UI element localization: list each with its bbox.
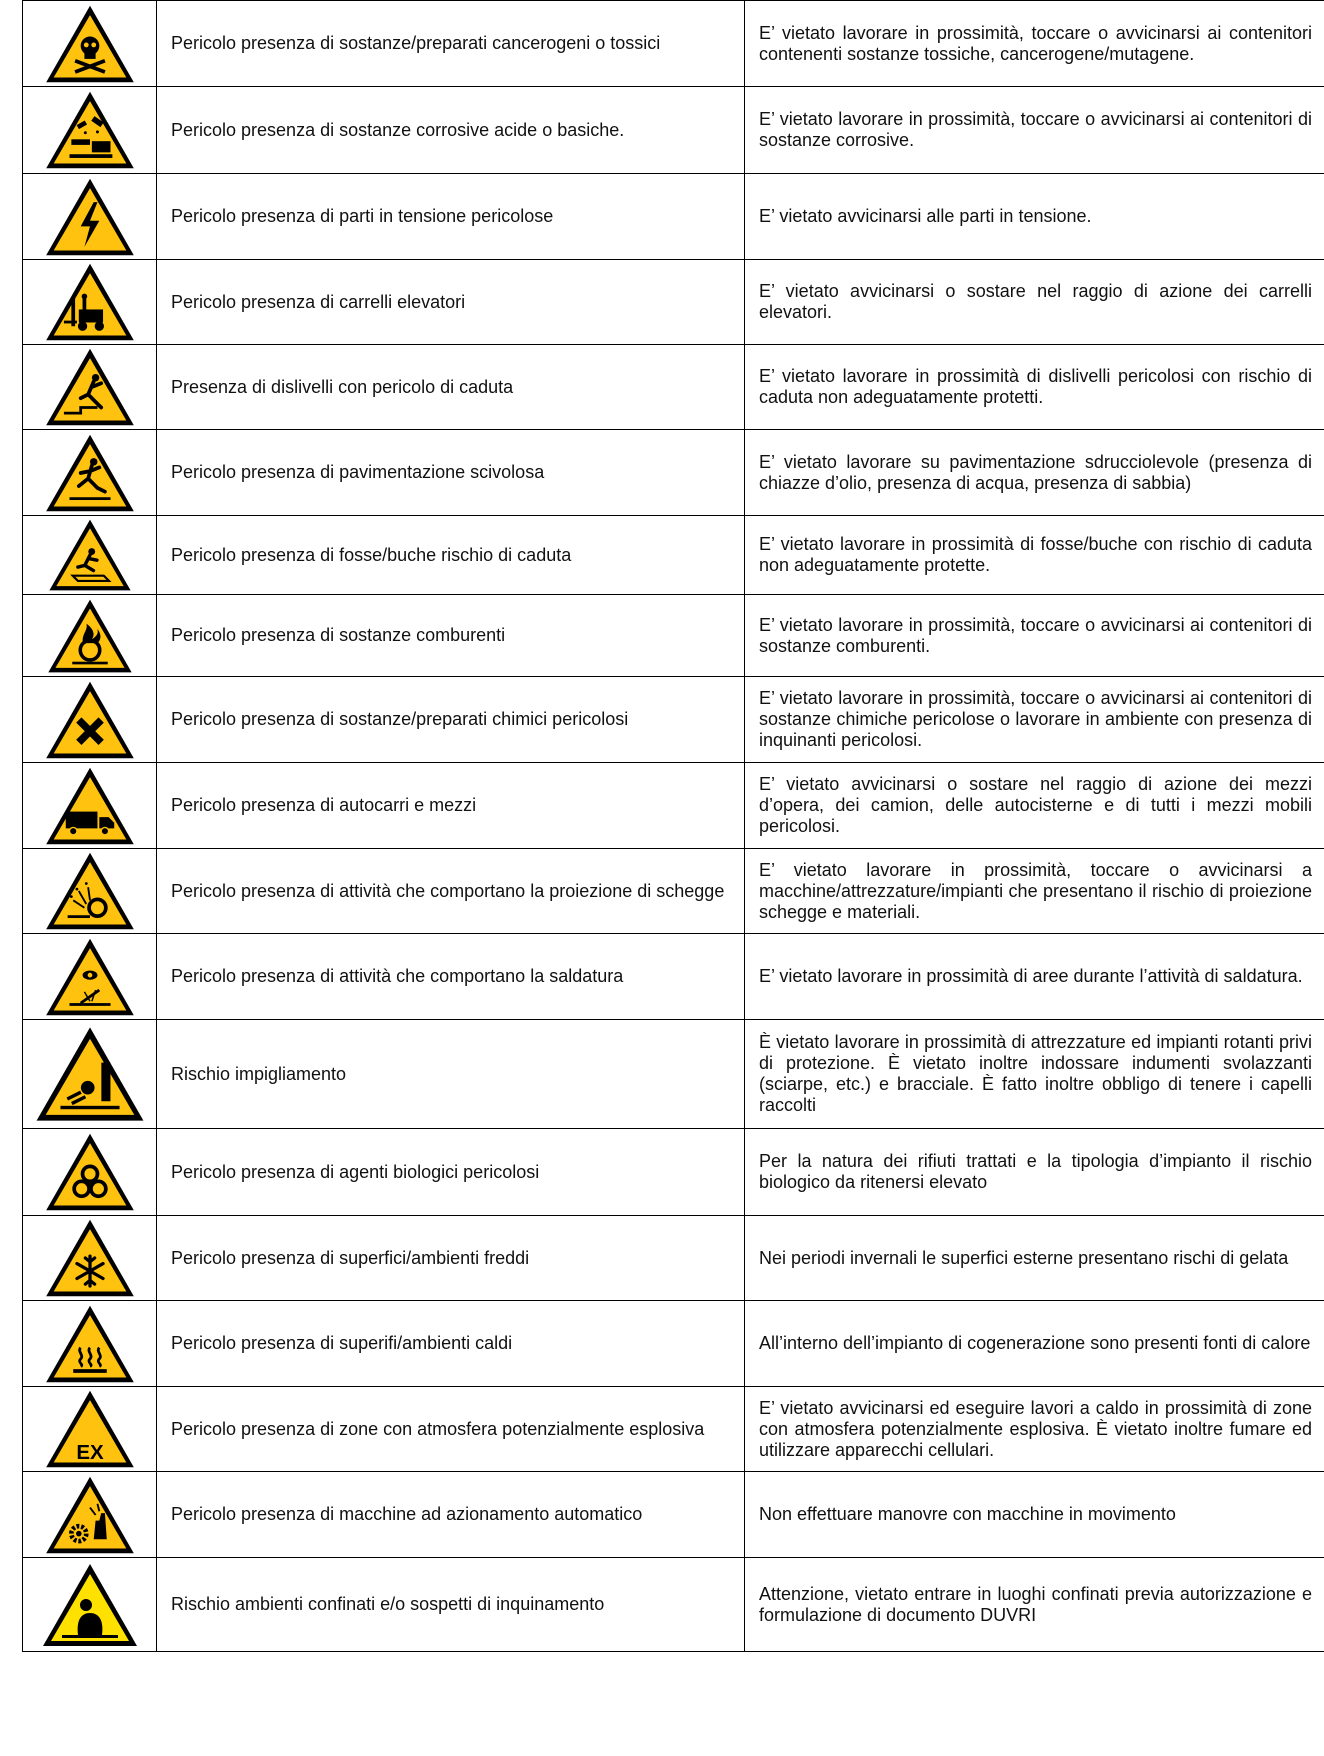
safety-rule: E’ vietato lavorare in prossimità, toccare o avvicinarsi ai contenitori di sostanze chimiche pericolose o lavorare in ambiente con presenza di inquinanti pericolosi. (745, 677, 1324, 763)
toxic-skull-icon (31, 3, 149, 85)
icon-cell (23, 1387, 157, 1472)
icon-cell (23, 677, 157, 763)
safety-rule: E’ vietato lavorare in prossimità di fosse/buche con rischio di caduta non adeguatamente protette. (745, 516, 1324, 595)
table-row (23, 934, 1324, 1020)
confined-space-icon (30, 1561, 150, 1649)
biohazard-icon (31, 1131, 149, 1213)
safety-rule: E’ vietato avvicinarsi o sostare nel raggio di azione dei carrelli elevatori. (745, 260, 1324, 345)
slippery-floor-icon (31, 432, 149, 514)
hazard-description: Pericolo presenza di autocarri e mezzi (157, 763, 745, 849)
safety-rule: Attenzione, vietato entrare in luoghi confinati previa autorizzazione e formulazione di documento DUVRI (745, 1558, 1324, 1652)
table-row (23, 260, 1324, 345)
icon-cell (23, 430, 157, 516)
icon-cell (23, 934, 157, 1020)
table-row (23, 1216, 1324, 1301)
safety-rule: E’ vietato avvicinarsi ed eseguire lavori a caldo in prossimità di zone con atmosfera potenzialmente esplosiva. È vietato inoltre fumare ed utilizzare apparecchi cellulari. (745, 1387, 1324, 1472)
safety-rule: E’ vietato lavorare in prossimità, toccare o avvicinarsi ai contenitori di sostanze corrosive. (745, 87, 1324, 174)
icon-cell (23, 1472, 157, 1558)
hazard-description: Pericolo presenza di sostanze comburenti (157, 595, 745, 677)
hazard-description: Pericolo presenza di carrelli elevatori (157, 260, 745, 345)
corrosive-icon (31, 89, 149, 171)
table-row (23, 1558, 1324, 1652)
safety-rule: E’ vietato avvicinarsi o sostare nel raggio di azione dei mezzi d’opera, dei camion, delle autocisterne e di tutti i mezzi mobili pericolosi. (745, 763, 1324, 849)
safety-rule: Non effettuare manovre con macchine in movimento (745, 1472, 1324, 1558)
hazard-description: Rischio impigliamento (157, 1020, 745, 1129)
snowflake-icon (31, 1217, 149, 1299)
icon-cell (23, 1558, 157, 1652)
ex-label: EX (75, 1440, 104, 1464)
table-row (23, 849, 1324, 934)
icon-cell (23, 1020, 157, 1129)
explosive-atmosphere-icon (31, 1388, 149, 1470)
icon-cell (23, 595, 157, 677)
hazard-description: Pericolo presenza di sostanze/preparati cancerogeni o tossici (157, 1, 745, 87)
safety-rule: All’interno dell’impianto di cogenerazione sono presenti fonti di calore (745, 1301, 1324, 1387)
table-row (23, 1387, 1324, 1472)
icon-cell (23, 345, 157, 430)
table-row (23, 677, 1324, 763)
icon-cell (23, 1216, 157, 1301)
automatic-machinery-icon (31, 1474, 149, 1556)
hot-surface-icon (31, 1303, 149, 1385)
icon-cell (23, 1, 157, 87)
table-row (23, 1, 1324, 87)
table-row (23, 1472, 1324, 1558)
welding-icon (31, 936, 149, 1018)
table-row (23, 1020, 1324, 1129)
safety-rule: E’ vietato lavorare in prossimità di aree durante l’attività di saldatura. (745, 934, 1324, 1020)
hazard-description: Pericolo presenza di zone con atmosfera potenzialmente esplosiva (157, 1387, 745, 1472)
table-row (23, 1129, 1324, 1216)
safety-rule: E’ vietato lavorare in prossimità, toccare o avvicinarsi ai contenitori di sostanze comburenti. (745, 595, 1324, 677)
safety-rule: E’ vietato avvicinarsi alle parti in tensione. (745, 174, 1324, 260)
table-row (23, 430, 1324, 516)
safety-rule: Nei periodi invernali le superfici esterne presentano rischi di gelata (745, 1216, 1324, 1301)
safety-rule: E’ vietato lavorare in prossimità, toccare o avvicinarsi a macchine/attrezzature/impianti che presentano il rischio di proiezione schegge e materiali. (745, 849, 1324, 934)
table-row (23, 763, 1324, 849)
safety-rule: E’ vietato lavorare in prossimità, toccare o avvicinarsi ai contenitori contenenti sostanze tossiche, cancerogene/mutagene. (745, 1, 1324, 87)
hazard-description: Pericolo presenza di agenti biologici pericolosi (157, 1129, 745, 1216)
table-row (23, 174, 1324, 260)
hazard-description: Pericolo presenza di fosse/buche rischio di caduta (157, 516, 745, 595)
icon-cell (23, 763, 157, 849)
hazard-table (22, 0, 1324, 1652)
safety-rule: E’ vietato lavorare in prossimità di dislivelli pericolosi con rischio di caduta non adeguatamente protetti. (745, 345, 1324, 430)
icon-cell (23, 849, 157, 934)
table-row (23, 345, 1324, 430)
safety-rule: È vietato lavorare in prossimità di attrezzature ed impianti rotanti privi di protezione. È vietato inoltre indossare indumenti svolazzanti (sciarpe, etc.) e bracciale. È fatto inoltre obbligo di tenere i capelli raccolti (745, 1020, 1324, 1129)
icon-cell (23, 1129, 157, 1216)
hazard-description: Pericolo presenza di attività che comportano la proiezione di schegge (157, 849, 745, 934)
hazard-description: Pericolo presenza di parti in tensione pericolose (157, 174, 745, 260)
hazard-description: Pericolo presenza di macchine ad azionamento automatico (157, 1472, 745, 1558)
safety-rule: Per la natura dei rifiuti trattati e la tipologia d’impianto il rischio biologico da ritenersi elevato (745, 1129, 1324, 1216)
hazard-description: Pericolo presenza di superifi/ambienti caldi (157, 1301, 745, 1387)
oxidizing-icon (32, 597, 148, 675)
safety-rule: E’ vietato lavorare su pavimentazione sdrucciolevole (presenza di chiazze d’olio, presenza di acqua, presenza di sabbia) (745, 430, 1324, 516)
table-row (23, 516, 1324, 595)
icon-cell (23, 260, 157, 345)
flying-debris-icon (31, 850, 149, 932)
entanglement-icon (29, 1024, 151, 1124)
high-voltage-icon (31, 176, 149, 258)
hazard-description: Presenza di dislivelli con pericolo di caduta (157, 345, 745, 430)
truck-icon (31, 765, 149, 847)
hazard-description: Pericolo presenza di attività che comportano la saldatura (157, 934, 745, 1020)
icon-cell (23, 174, 157, 260)
hazard-description: Pericolo presenza di pavimentazione scivolosa (157, 430, 745, 516)
hazard-description: Pericolo presenza di sostanze/preparati chimici pericolosi (157, 677, 745, 763)
harmful-cross-icon (31, 679, 149, 761)
icon-cell (23, 516, 157, 595)
table-row (23, 595, 1324, 677)
icon-cell (23, 87, 157, 174)
hazard-description: Rischio ambienti confinati e/o sospetti di inquinamento (157, 1558, 745, 1652)
fall-from-height-icon (31, 346, 149, 428)
pit-fall-icon (33, 517, 147, 593)
hazard-description: Pericolo presenza di superfici/ambienti freddi (157, 1216, 745, 1301)
table-row (23, 1301, 1324, 1387)
icon-cell (23, 1301, 157, 1387)
table-row (23, 87, 1324, 174)
hazard-description: Pericolo presenza di sostanze corrosive acide o basiche. (157, 87, 745, 174)
forklift-icon (31, 261, 149, 343)
